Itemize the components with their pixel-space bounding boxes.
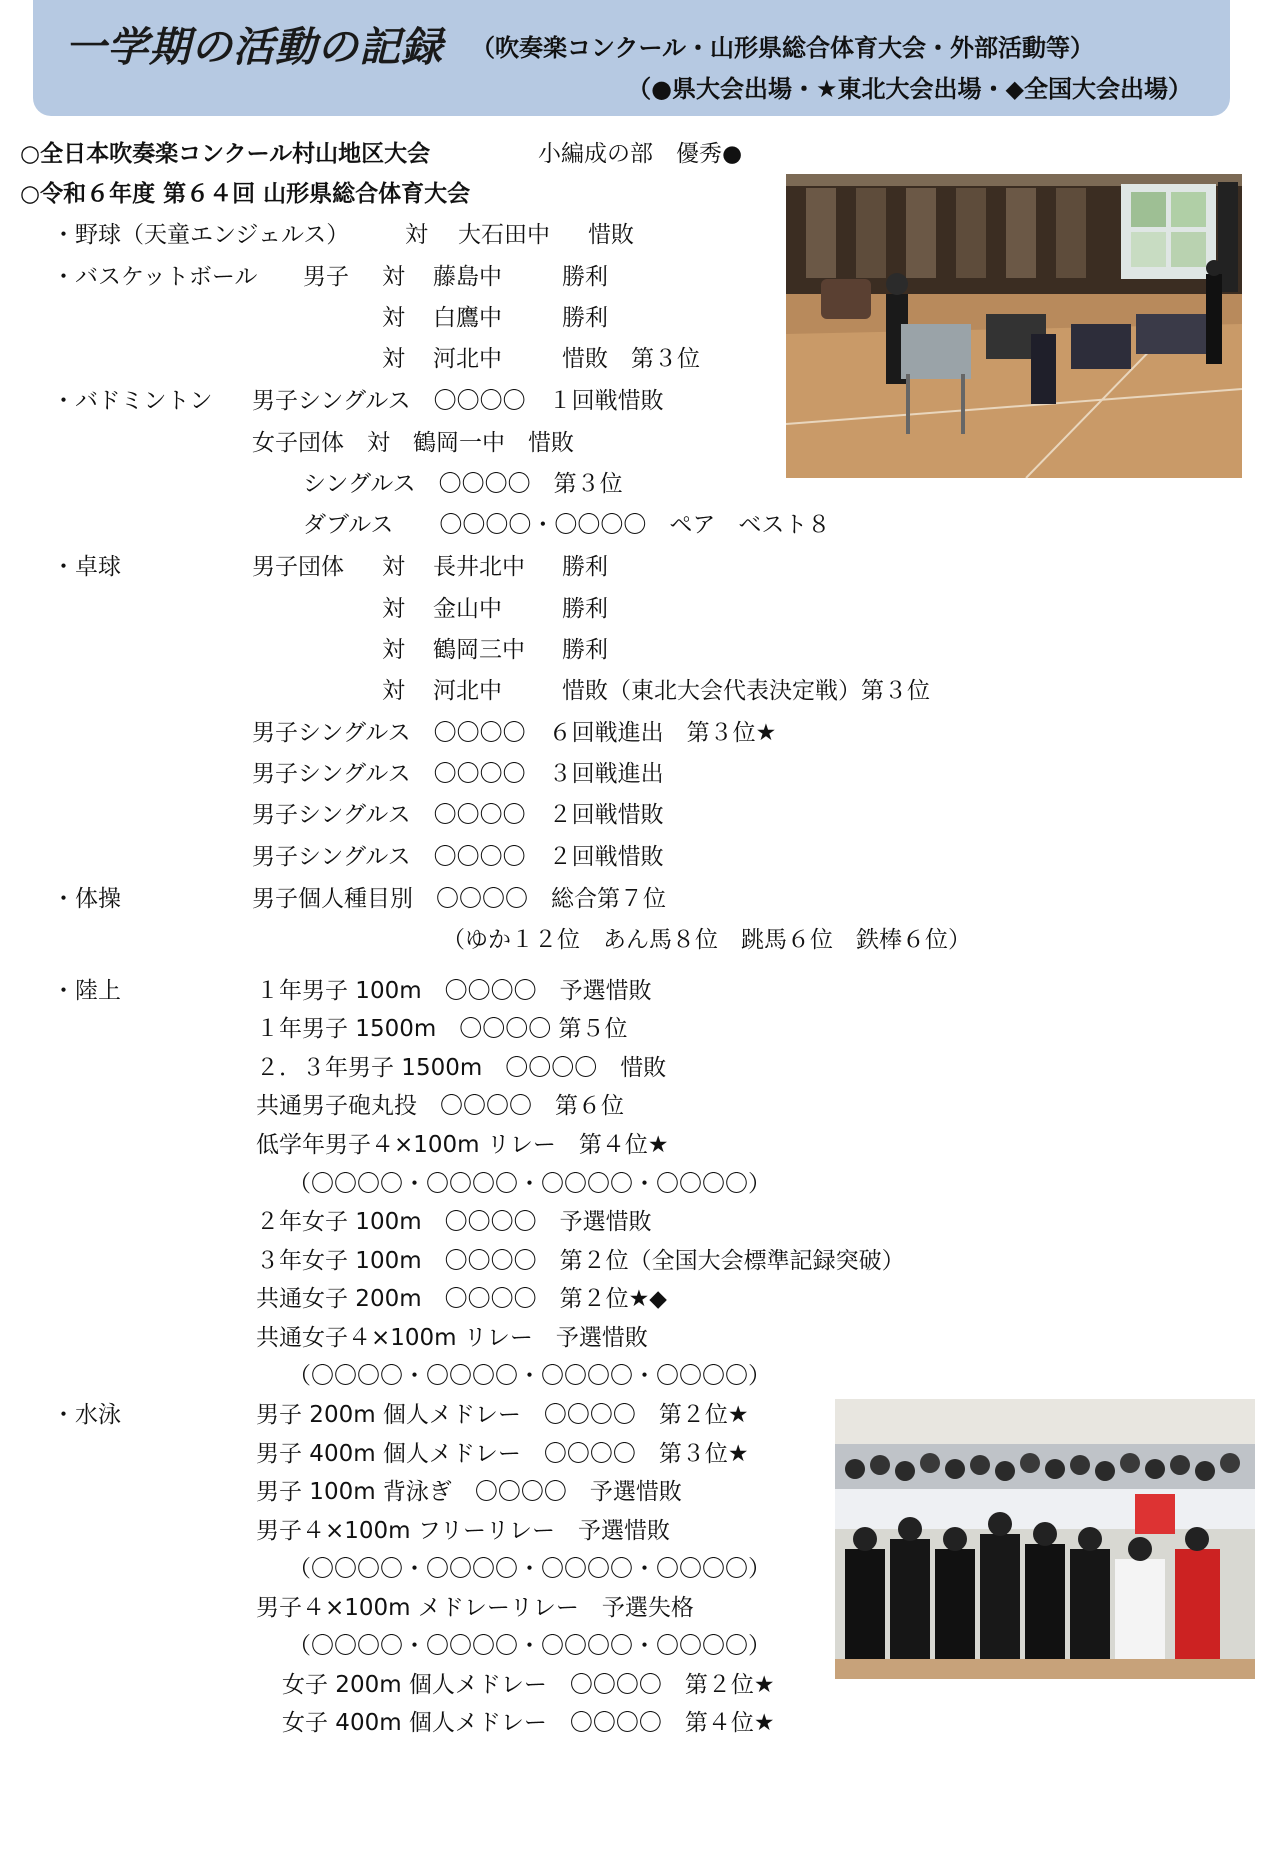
table-tennis-opponent: 鶴岡三中 xyxy=(433,637,525,663)
baseball-label: ・野球（天童エンジェルス） xyxy=(52,222,350,248)
athletics-row: （〇〇〇〇・〇〇〇〇・〇〇〇〇・〇〇〇〇） xyxy=(288,1363,771,1389)
athletics-row: （〇〇〇〇・〇〇〇〇・〇〇〇〇・〇〇〇〇） xyxy=(288,1171,771,1197)
swimming-row: 女子 200m 個人メドレー 〇〇〇〇 第２位★ xyxy=(282,1672,775,1698)
table-tennis-result: 勝利 xyxy=(562,637,608,663)
basketball-opponent: 藤島中 xyxy=(433,264,502,290)
athletics-row: ２年女子 100m 〇〇〇〇 予選惜敗 xyxy=(256,1209,652,1235)
table-tennis-singles: 男子シングルス 〇〇〇〇 ３回戦進出 xyxy=(252,761,664,787)
swimming-row: 男子 100m 背泳ぎ 〇〇〇〇 予選惜敗 xyxy=(256,1479,682,1505)
legend-note: （●県大会出場・★東北大会出場・◆全国大会出場） xyxy=(627,75,1192,103)
badminton-row: 男子シングルス 〇〇〇〇 １回戦惜敗 xyxy=(252,388,664,414)
basketball-label: ・バスケットボール xyxy=(52,264,258,290)
table-tennis-result: 勝利 xyxy=(562,554,608,580)
athletics-row: 低学年男子４×100m リレー 第４位★ xyxy=(256,1132,669,1158)
basketball-vs: 対 xyxy=(382,346,405,372)
swimming-row: 男子４×100m フリーリレー 予選惜敗 xyxy=(256,1518,670,1544)
athletics-row: ２．３年男子 1500m 〇〇〇〇 惜敗 xyxy=(256,1055,667,1081)
basketball-vs: 対 xyxy=(382,264,405,290)
basketball-result: 勝利 xyxy=(562,305,608,331)
music-event: ○全日本吹奏楽コンクール村山地区大会 xyxy=(20,141,431,167)
baseball-opponent: 大石田中 xyxy=(458,222,550,248)
table-tennis-vs: 対 xyxy=(382,554,405,580)
gymnastics-label: ・体操 xyxy=(52,886,121,912)
band-performance-photo xyxy=(786,174,1242,478)
table-tennis-label: ・卓球 xyxy=(52,554,121,580)
basketball-opponent: 白鷹中 xyxy=(433,305,502,331)
swimming-row: 女子 400m 個人メドレー 〇〇〇〇 第４位★ xyxy=(282,1710,775,1736)
sports-meet-title: ○令和６年度 第６４回 山形県総合体育大会 xyxy=(20,181,471,207)
basketball-result: 勝利 xyxy=(562,264,608,290)
athletics-row: 共通男子砲丸投 〇〇〇〇 第６位 xyxy=(256,1093,624,1119)
page-title: 一学期の活動の記録 xyxy=(65,23,443,71)
table-tennis-opponent: 河北中 xyxy=(433,678,502,704)
athletics-label: ・陸上 xyxy=(52,978,121,1004)
music-result: 小編成の部 優秀● xyxy=(538,141,743,167)
header-banner xyxy=(33,0,1230,116)
table-tennis-singles: 男子シングルス 〇〇〇〇 ６回戦進出 第３位★ xyxy=(252,720,777,746)
basketball-opponent: 河北中 xyxy=(433,346,502,372)
swimming-label: ・水泳 xyxy=(52,1402,121,1428)
swimming-row: （〇〇〇〇・〇〇〇〇・〇〇〇〇・〇〇〇〇） xyxy=(288,1556,771,1582)
badminton-label: ・バドミントン xyxy=(52,388,213,414)
table-tennis-singles: 男子シングルス 〇〇〇〇 ２回戦惜敗 xyxy=(252,802,664,828)
athletics-row: １年男子 1500m 〇〇〇〇 第５位 xyxy=(256,1016,628,1042)
swimming-row: 男子 200m 個人メドレー 〇〇〇〇 第２位★ xyxy=(256,1402,749,1428)
basketball-result: 惜敗 第３位 xyxy=(562,346,700,372)
badminton-row: シングルス 〇〇〇〇 第３位 xyxy=(303,471,623,497)
page-subtitle: （吹奏楽コンクール・山形県総合体育大会・外部活動等） xyxy=(471,34,1095,62)
table-tennis-opponent: 金山中 xyxy=(433,596,502,622)
badminton-row: ダブルス 〇〇〇〇・〇〇〇〇 ペア ベスト８ xyxy=(303,512,831,538)
athletics-row: ３年女子 100m 〇〇〇〇 第２位（全国大会標準記録突破） xyxy=(256,1248,905,1274)
basketball-vs: 対 xyxy=(382,305,405,331)
gymnastics-row: （ゆか１２位 あん馬８位 跳馬６位 鉄棒６位） xyxy=(442,927,971,953)
table-tennis-result: 惜敗（東北大会代表決定戦）第３位 xyxy=(562,678,930,704)
swimming-row: 男子 400m 個人メドレー 〇〇〇〇 第３位★ xyxy=(256,1441,749,1467)
baseball-result: 惜敗 xyxy=(588,222,634,248)
athletics-row: 共通女子 200m 〇〇〇〇 第２位★◆ xyxy=(256,1286,667,1312)
badminton-row: 女子団体 対 鶴岡一中 惜敗 xyxy=(252,430,574,456)
swimming-row: （〇〇〇〇・〇〇〇〇・〇〇〇〇・〇〇〇〇） xyxy=(288,1633,771,1659)
table-tennis-vs: 対 xyxy=(382,637,405,663)
students-cheering-photo xyxy=(835,1399,1255,1679)
table-tennis-team-label: 男子団体 xyxy=(252,554,344,580)
gymnastics-row: 男子個人種目別 〇〇〇〇 総合第７位 xyxy=(252,886,666,912)
athletics-row: 共通女子４×100m リレー 予選惜敗 xyxy=(256,1325,648,1351)
table-tennis-vs: 対 xyxy=(382,678,405,704)
table-tennis-singles: 男子シングルス 〇〇〇〇 ２回戦惜敗 xyxy=(252,844,664,870)
table-tennis-vs: 対 xyxy=(382,596,405,622)
table-tennis-opponent: 長井北中 xyxy=(433,554,525,580)
table-tennis-result: 勝利 xyxy=(562,596,608,622)
baseball-vs: 対 xyxy=(405,222,428,248)
athletics-row: １年男子 100m 〇〇〇〇 予選惜敗 xyxy=(256,978,652,1004)
swimming-row: 男子４×100m メドレーリレー 予選失格 xyxy=(256,1595,694,1621)
basketball-category: 男子 xyxy=(303,264,349,290)
